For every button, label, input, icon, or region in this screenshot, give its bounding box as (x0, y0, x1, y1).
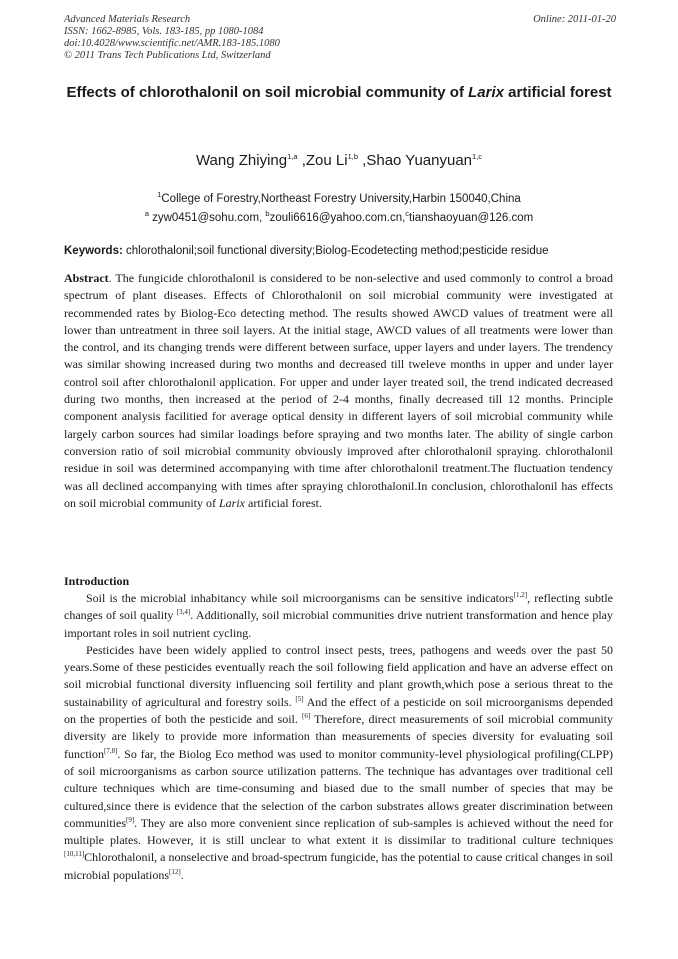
author-separator: , (297, 152, 306, 169)
introduction-body (64, 590, 613, 884)
affiliation-line (40, 190, 638, 209)
intro-text: Pesticides have been widely applied to control insect pests, trees, pathogens and weeds over the past 50 years.Some of these pesticides eventually reach the soil following field application and have an adverse effect on soil microbial functional diversity influencing soil fertility and plant growth,which pose a serious threat to the sustainability of agricultural and forestry soils. (64, 642, 613, 709)
online-date: Online: 2011-01-20 (533, 14, 616, 25)
intro-text: . They are also more convenient since replication of sub-samples is achieved without the need for multiple plates. However, it is still unclear to what extent it is dissimilar to traditional culture techniques (64, 815, 613, 848)
citation-ref[interactable]: [10,11] (64, 850, 85, 859)
email-b[interactable]: zouli6616@yahoo.com.cn, (269, 212, 406, 224)
author-name: Zou Li (305, 152, 348, 169)
affiliation-block (40, 190, 638, 228)
abstract-text: . The fungicide chlorothalonil is considered to be non-selective and used commonly to control a broad spectrum of plant diseases. Effects of Chlorothalonil on soil microbial community were investigated at recommended rates by Biolog-Eco detecting method. The results showed AWCD values of treatment were all lower than untreatment in three soil layers. At the initial stage, AWCD values of all treatments were lower than the control, and its changing trends were different between surface, upper layers and under layers. The trendency was similar showing increased during two months and decreased till tweleve months in upper and under layer control soil after chlorothalonil application. For upper and under layer treated soil, the trend indicated decreased during two months, then increased at the period of 2-4 months, finally decreased till 12 months. Principle component analysis facilitied for average optical density in different layers of soil microbial community while largely carbon sources had similar loadings before spraying and two months later. The ability of single carbon conversion ratio of soil microbial community obviously improved after chlorothalonil spraying. chlorothalonil residue in soil was determined accompanying with time after chlorothalonil treatment.The fluctuation tendency was all declined accompanying with times after spraying chlorothalonil.In conclusion, chlorothalonil has effects on soil microbial community of (64, 271, 613, 510)
author-name: Wang Zhiying (195, 152, 288, 169)
journal-name: Advanced Materials Research (64, 14, 191, 25)
intro-text: Chlorothalonil, a nonselective and broad-spectrum fungicide, has the potential to cause critical changes in soil microbial populations (64, 850, 613, 882)
title-text-end: artificial forest (504, 84, 612, 101)
copyright-line: © 2011 Trans Tech Publications Ltd, Switzerland (64, 50, 271, 61)
introduction-heading: Introduction (64, 574, 130, 588)
intro-text: Soil is the microbial inhabitancy while soil microorganisms can be sensitive indicators (86, 591, 514, 605)
journal-header (64, 14, 444, 62)
author-list (40, 151, 638, 171)
author-affil-sup: 1,b (347, 152, 359, 161)
issn-line: ISSN: 1662-8985, Vols. 183-185, pp 1080-1084 (64, 26, 264, 37)
author-affil-sup: 1,a (287, 152, 298, 161)
abstract-paragraph (64, 270, 613, 512)
citation-ref[interactable]: [3,4] (176, 608, 191, 617)
citation-ref[interactable]: [12] (168, 867, 181, 876)
intro-text: . Additionally, soil microbial communities drive nutrient transformation and hence play important roles in soil nutrient cycling. (64, 608, 613, 640)
citation-ref[interactable]: [1,2] (513, 591, 528, 599)
title-italic-genus: Larix (468, 84, 504, 101)
author-separator: , (358, 152, 367, 169)
intro-paragraph-1 (64, 590, 613, 642)
author-affil-sup: 1,c (472, 152, 483, 161)
author-name: Shao Yuanyuan (366, 152, 473, 169)
email-sup: b (265, 209, 270, 219)
abstract-italic-genus: Larix (218, 495, 245, 510)
keywords-label: Keywords: (64, 245, 123, 257)
intro-text: . So far, the Biolog Eco method was used to monitor community-level physiological profiling(CLPP) of soil microorganisms as carbon source utilization patterns. The technique has advantages over traditional cell culture techniques which are time-consuming and biased due to the small number of species that may be cultured,since there is evidence that the selection of the carbon substrates allows greater discrimination between communities (64, 746, 613, 830)
keywords-line (64, 243, 619, 259)
title-text-start: Effects of chlorothalonil on soil microbial community of (66, 84, 469, 101)
affiliation-sup: 1 (157, 190, 162, 200)
email-a[interactable]: zyw0451@sohu.com, (148, 212, 266, 224)
affiliation-text: College of Forestry,Northeast Forestry University,Harbin 150040,China (161, 193, 521, 205)
email-c[interactable]: tianshaoyuan@126.com (409, 212, 534, 224)
doi-line: doi:10.4028/www.scientific.net/AMR.183-185.1080 (64, 38, 280, 49)
abstract-text-end: artificial forest. (245, 495, 322, 510)
paper-title (56, 79, 622, 106)
citation-ref[interactable]: [5] (295, 694, 304, 703)
email-line (40, 209, 638, 228)
intro-text: And the effect of a pesticide on soil microorganisms depended on the properties of both the pesticide and soil. (64, 694, 613, 727)
citation-ref[interactable]: [6] (301, 712, 311, 721)
keywords-text: chlorothalonil;soil functional diversity;Biolog-Ecodetecting method;pesticide residue (122, 245, 549, 257)
intro-text: . (180, 867, 184, 882)
email-sup: c (405, 209, 410, 219)
intro-text: Therefore, direct measurements of soil microbial community diversity are likely to provide more information than measurements of species diversity for evaluating soil function (64, 712, 613, 761)
email-sup: a (144, 209, 149, 219)
intro-paragraph-2 (64, 642, 613, 884)
citation-ref[interactable]: [7,8] (104, 746, 118, 755)
citation-ref[interactable]: [9] (126, 815, 135, 824)
abstract-label: Abstract (64, 271, 109, 285)
intro-text: , reflecting subtle changes of soil quality (64, 591, 613, 623)
